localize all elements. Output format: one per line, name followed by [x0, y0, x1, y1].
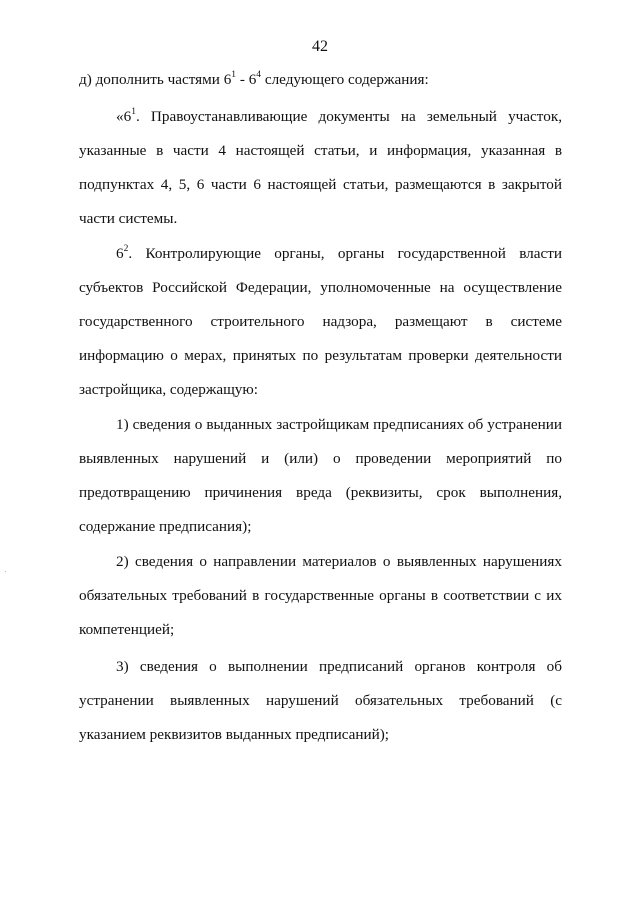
list-item-1	[79, 408, 562, 544]
amendment-intro	[79, 63, 562, 97]
amendment-text-mid: - 6	[236, 71, 257, 88]
paragraph-line: выявленных нарушений и (или) о проведении мероприятий по	[79, 450, 562, 467]
paragraph-line: субъектов Российской Федерации, уполномоченные на осуществление	[79, 279, 562, 296]
list-item-2	[79, 545, 562, 647]
paragraph-line: содержание предписания);	[79, 518, 252, 535]
paragraph-line: предотвращению причинения вреда (реквизиты, срок выполнения,	[79, 484, 562, 501]
amendment-text-before: д) дополнить частями 6	[79, 71, 232, 88]
amendment-line	[79, 63, 562, 97]
part-6-2-sup: 2	[123, 243, 129, 254]
paragraph-line: устранении выявленных нарушений обязательных требований (с	[79, 692, 562, 709]
paragraph-line: застройщика, содержащую:	[79, 381, 258, 398]
amendment-sup-start: 1	[231, 69, 237, 80]
part-6-2-text: . Контролирующие органы, органы государственной власти	[128, 245, 562, 262]
amendment-text-after: следующего содержания:	[261, 71, 429, 88]
paragraph-line: указанные в части 4 настоящей статьи, и информация, указанная в	[79, 142, 562, 159]
paragraph-line: обязательных требований в государственные органы в соответствии с их	[79, 587, 562, 604]
amendment-sup-end: 4	[256, 69, 262, 80]
paragraph-line: 3) сведения о выполнении предписаний органов контроля об	[116, 658, 562, 675]
part-6-1-number: «6	[116, 108, 132, 125]
page-number: 42	[312, 38, 328, 55]
paragraph-line	[79, 237, 562, 271]
list-item-3	[79, 650, 562, 752]
paragraph-line: подпунктах 4, 5, 6 части 6 настоящей статьи, размещаются в закрытой	[79, 176, 562, 193]
paragraph-line: 2) сведения о направлении материалов о выявленных нарушениях	[116, 553, 562, 570]
paragraph-line: указанием реквизитов выданных предписаний);	[79, 726, 390, 743]
paragraph-part-6-2	[79, 237, 562, 407]
paragraph-line	[79, 100, 562, 134]
part-6-1-sup: 1	[131, 106, 136, 117]
scan-speck	[5, 571, 6, 572]
part-6-2-number: 6	[116, 245, 124, 262]
paragraph-line: 1) сведения о выданных застройщикам предписаниях об устранении	[116, 416, 562, 433]
paragraph-line: компетенцией;	[79, 621, 175, 638]
paragraph-line: государственного строительного надзора, размещают в системе	[79, 313, 562, 330]
paragraph-part-6-1	[79, 100, 562, 236]
part-6-1-text: . Правоустанавливающие документы на земельный участок,	[135, 108, 562, 125]
paragraph-line: информацию о мерах, принятых по результатам проверки деятельности	[79, 347, 562, 364]
paragraph-line: части системы.	[79, 210, 178, 227]
